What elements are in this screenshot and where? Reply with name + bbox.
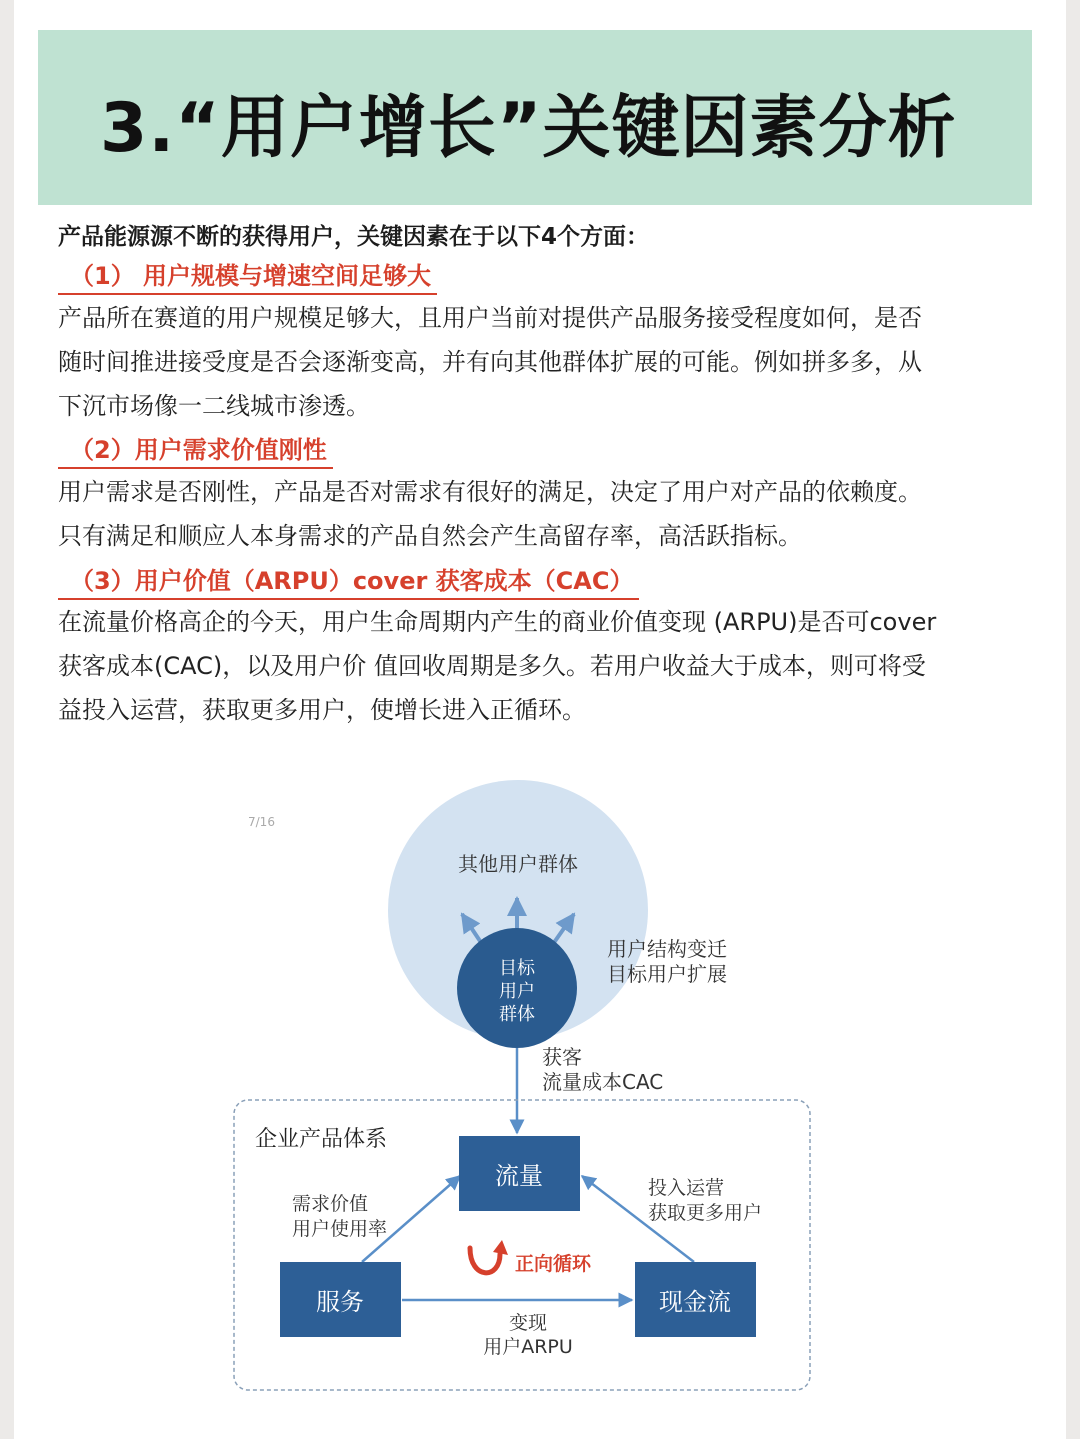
section-3-heading: （3）用户价值（ARPU）cover 获客成本（CAC） [58, 561, 639, 600]
acquire-label-1: 获客 [542, 1045, 582, 1069]
cashflow-label: 现金流 [659, 1288, 731, 1316]
target-label-1: 目标 [499, 958, 535, 979]
section-1-line-1: 产品所在赛道的用户规模足够大，且用户当前对提供产品服务接受程度如何，是否 [58, 304, 922, 332]
demand-label-1: 需求价值 [292, 1193, 369, 1215]
product-system-label: 企业产品体系 [255, 1127, 388, 1152]
page-title: 3.“用户增长”关键因素分析 [100, 89, 957, 168]
other-users-label: 其他用户群体 [458, 852, 578, 876]
expand-label-1: 用户结构变迁 [607, 937, 727, 961]
section-3-line-2: 获客成本(CAC)，以及用户价 值回收周期是多久。若用户收益大于成本，则可将受 [58, 652, 926, 680]
section-2-heading: （2）用户需求价值刚性 [58, 430, 333, 469]
monetize-label-2: 用户ARPU [483, 1336, 573, 1358]
section-1-line-3: 下沉市场像一二线城市渗透。 [58, 392, 370, 420]
section-3-line-3: 益投入运营，获取更多用户，使增长进入正循环。 [58, 696, 586, 724]
service-label: 服务 [316, 1288, 364, 1316]
section-1-line-2: 随时间推进接受度是否会逐渐变高，并有向其他群体扩展的可能。例如拼多多，从 [58, 348, 922, 376]
acquire-label-2: 流量成本CAC [542, 1070, 664, 1094]
cycle-label: 正向循环 [515, 1253, 592, 1275]
section-2-line-2: 只有满足和顺应人本身需求的产品自然会产生高留存率，高活跃指标。 [58, 522, 802, 550]
traffic-label: 流量 [495, 1162, 543, 1190]
invest-label-1: 投入运营 [648, 1177, 725, 1199]
section-3-line-1: 在流量价格高企的今天，用户生命周期内产生的商业价值变现 (ARPU)是否可cover [58, 608, 937, 636]
cycle-icon [470, 1240, 508, 1273]
intro-text: 产品能源源不断的获得用户，关键因素在于以下4个方面： [58, 224, 650, 250]
target-label-2: 用户 [499, 981, 535, 1002]
section-2-line-1: 用户需求是否刚性，产品是否对需求有很好的满足，决定了用户对产品的依赖度。 [58, 478, 922, 506]
invest-label-2: 获取更多用户 [648, 1202, 763, 1224]
monetize-label-1: 变现 [508, 1312, 548, 1334]
diagram-page-number: 7/16 [248, 815, 275, 829]
section-1-heading: （1） 用户规模与增速空间足够大 [58, 256, 437, 295]
expand-label-2: 目标用户扩展 [607, 962, 727, 986]
demand-label-2: 用户使用率 [292, 1218, 388, 1240]
target-label-3: 群体 [499, 1004, 535, 1025]
